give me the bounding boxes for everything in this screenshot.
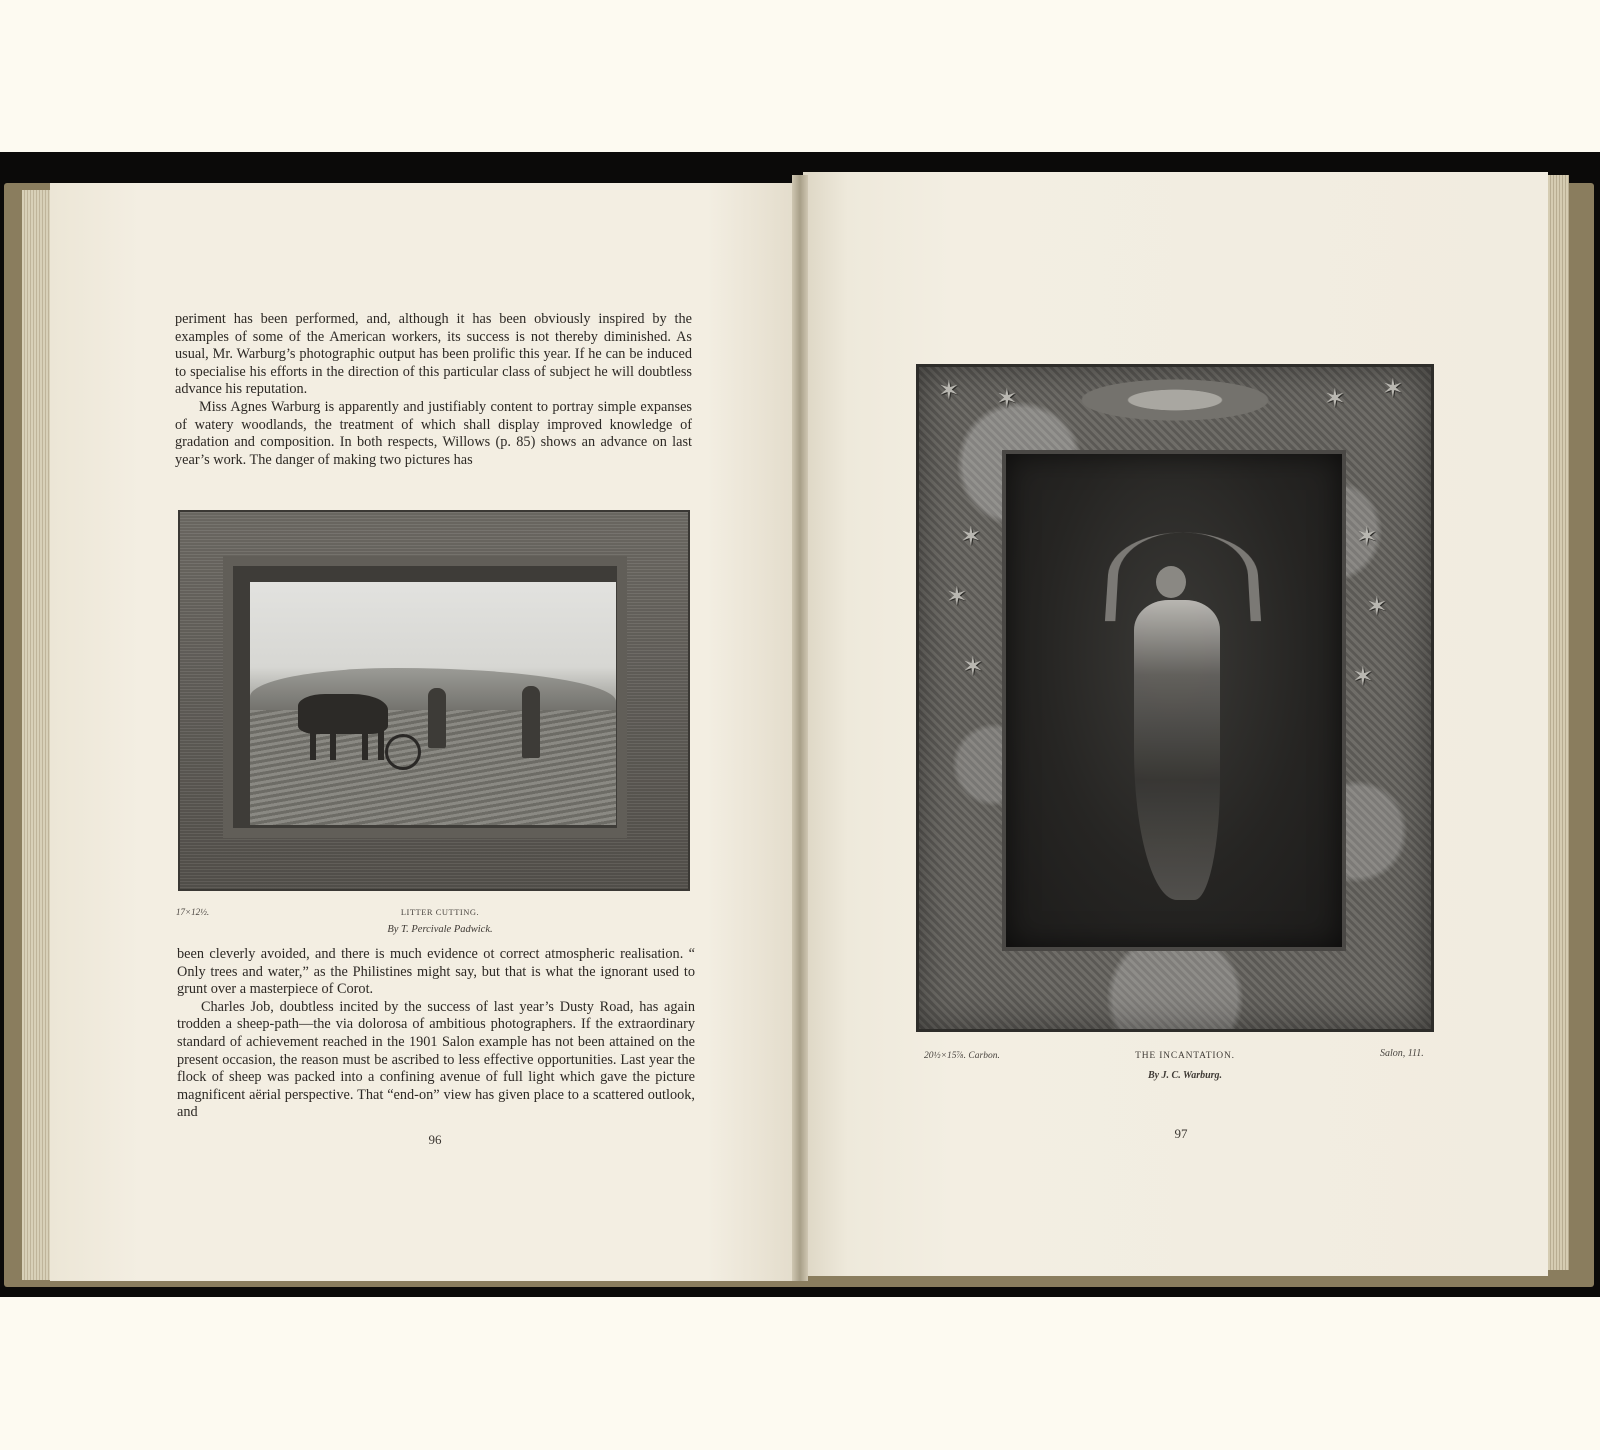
paragraph: Charles Job, doubtless incited by the success of last year’s Dusty Road, has again trodden a sheep-path—the via dolorosa of ambitious photographers. If the extraordinary standard of achievement reached in the 1901 Salon example has not been attained on the present occasion, the reason must be ascribed to less effective opportunities. Last year the flock of sheep was packed into a confining avenue of full light which gave the picture magnificent aërial perspective. That “end-on” view has given place to a scattered outlook, and — [177, 998, 695, 1121]
seated-worker — [428, 688, 446, 748]
incantation-photo — [1006, 454, 1342, 947]
page-number: 96 — [428, 1132, 442, 1147]
left-text-bottom — [177, 946, 695, 1122]
plate-size: 20½×15⅞. Carbon. — [924, 1051, 1000, 1061]
plate-size: 17×12½. — [176, 907, 210, 917]
star-ornament: ✶ — [1382, 374, 1404, 403]
plate-title: LITTER CUTTING. — [400, 907, 480, 917]
page-edges-right — [1545, 175, 1569, 1270]
plate-exhibition: Salon, 111. — [1380, 1048, 1424, 1059]
horse-leg — [310, 730, 316, 760]
horse-leg — [362, 730, 368, 760]
star-ornament: ✶ — [1366, 592, 1388, 621]
page-edges-left — [22, 190, 52, 1280]
star-ornament: ✶ — [1356, 522, 1378, 551]
plate-credit: By T. Percivale Padwick. — [387, 924, 493, 935]
page-number: 97 — [1174, 1126, 1188, 1141]
star-ornament: ✶ — [1324, 384, 1346, 413]
plate-credit: By J. C. Warburg. — [1147, 1070, 1223, 1081]
star-ornament: ✶ — [962, 652, 984, 681]
star-ornament: ✶ — [960, 522, 982, 551]
star-ornament: ✶ — [946, 582, 968, 611]
incantation-plate — [916, 364, 1434, 1032]
litter-cutting-photo — [250, 582, 616, 825]
horse-leg — [378, 730, 384, 760]
cart-wheel — [385, 734, 421, 770]
figure-body — [1134, 600, 1220, 900]
star-ornament: ✶ — [1352, 662, 1374, 691]
paragraph: been cleverly avoided, and there is much evidence ot correct atmospheric realisation. “ Only trees and water,” as the Philistines might say, but that is what the ignorant used to grunt over a masterpiece of Corot. — [177, 946, 695, 998]
paragraph: Miss Agnes Warburg is apparently and justifiably content to portray simple expanses of watery woodlands, the treatment of which shall display improved knowledge of gradation and composition. In both respects, Willows (p. 85) shows an advance on last year’s work. The danger of making two pictures has — [175, 398, 692, 468]
horse-leg — [330, 730, 336, 760]
left-text-top — [175, 311, 692, 469]
paragraph: periment has been performed, and, although it has been obviously inspired by the examples of some of the American workers, its success is not thereby diminished. As usual, Mr. Warburg’s photographic output has been prolific this year. If he can be induced to specialise his efforts in the direction of this particular class of subject he will doubtless advance his reputation. — [175, 311, 692, 398]
plate-title: THE INCANTATION. — [1135, 1051, 1235, 1061]
walking-worker — [522, 686, 540, 758]
book-gutter — [792, 175, 808, 1281]
litter-cutting-plate — [178, 510, 690, 891]
star-ornament: ✶ — [938, 376, 960, 405]
star-ornament: ✶ — [996, 384, 1018, 413]
horse — [298, 694, 388, 734]
figure-head — [1156, 566, 1186, 598]
owl-ornament — [1066, 376, 1284, 424]
